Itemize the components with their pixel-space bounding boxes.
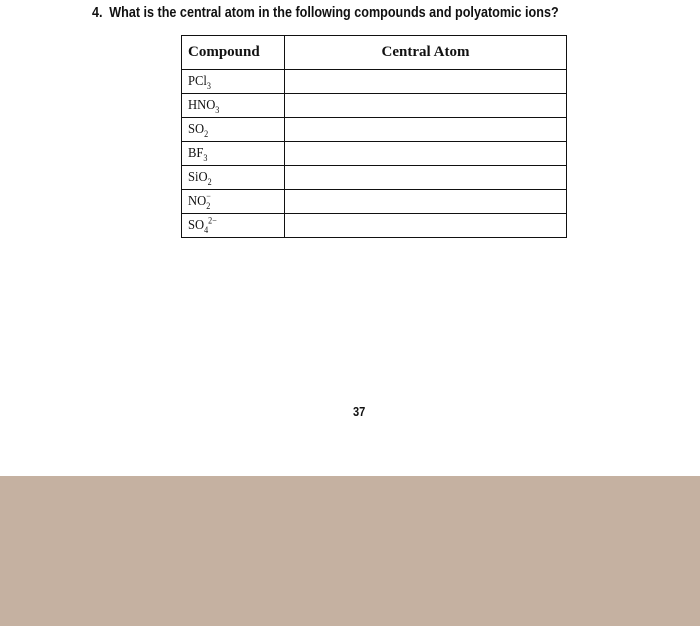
table-row bbox=[182, 70, 567, 94]
central-atom-cell[interactable] bbox=[285, 166, 567, 190]
question-number: 4. bbox=[92, 4, 103, 21]
central-atom-cell[interactable] bbox=[285, 214, 567, 238]
formula-base: NO bbox=[188, 193, 207, 209]
table-header-row bbox=[182, 36, 567, 70]
compound-formula bbox=[188, 214, 217, 235]
compound-formula bbox=[188, 146, 207, 162]
formula-subscript: 2 bbox=[204, 128, 209, 139]
formula-base: BF bbox=[188, 145, 204, 161]
table-row bbox=[182, 118, 567, 142]
table-row bbox=[182, 142, 567, 166]
compound-cell bbox=[182, 70, 285, 94]
formula-subscript: 4 bbox=[204, 224, 209, 235]
formula-base: SO bbox=[188, 217, 205, 233]
compound-cell bbox=[182, 94, 285, 118]
formula-superscript: − bbox=[206, 191, 211, 202]
table-row bbox=[182, 166, 567, 190]
page-number: 37 bbox=[353, 404, 366, 419]
header-central-atom: Central Atom bbox=[285, 36, 567, 70]
central-atom-cell[interactable] bbox=[285, 190, 567, 214]
compound-cell bbox=[182, 190, 285, 214]
table-row bbox=[182, 190, 567, 214]
central-atom-cell[interactable] bbox=[285, 70, 567, 94]
compound-cell bbox=[182, 142, 285, 166]
formula-superscript: 2− bbox=[208, 214, 217, 225]
table-row bbox=[182, 94, 567, 118]
compound-cell bbox=[182, 214, 285, 238]
header-compound: Compound bbox=[182, 36, 285, 70]
formula-subscript: 2 bbox=[206, 201, 211, 212]
footer-band bbox=[0, 476, 700, 626]
table-row bbox=[182, 214, 567, 238]
formula-subscript: 3 bbox=[206, 80, 211, 91]
formula-base: HNO bbox=[188, 97, 216, 113]
formula-subscript: 2 bbox=[207, 176, 212, 187]
question-prompt bbox=[92, 4, 559, 21]
formula-base: SiO bbox=[188, 169, 208, 185]
formula-subscript: 3 bbox=[215, 104, 220, 115]
central-atom-cell[interactable] bbox=[285, 118, 567, 142]
formula-base: PCl bbox=[188, 73, 207, 89]
central-atom-cell[interactable] bbox=[285, 94, 567, 118]
central-atom-cell[interactable] bbox=[285, 142, 567, 166]
compound-formula bbox=[188, 170, 212, 186]
compound-formula bbox=[188, 74, 211, 90]
compound-formula bbox=[188, 122, 208, 138]
compound-cell bbox=[182, 118, 285, 142]
compound-formula bbox=[188, 191, 213, 212]
compound-formula bbox=[188, 98, 219, 114]
formula-subscript: 3 bbox=[203, 152, 208, 163]
formula-base: SO bbox=[188, 121, 205, 137]
question-text: What is the central atom in the following compounds and polyatomic ions? bbox=[109, 4, 559, 21]
formula-charge-stack bbox=[206, 191, 212, 212]
compound-cell bbox=[182, 166, 285, 190]
compound-table bbox=[181, 35, 567, 238]
